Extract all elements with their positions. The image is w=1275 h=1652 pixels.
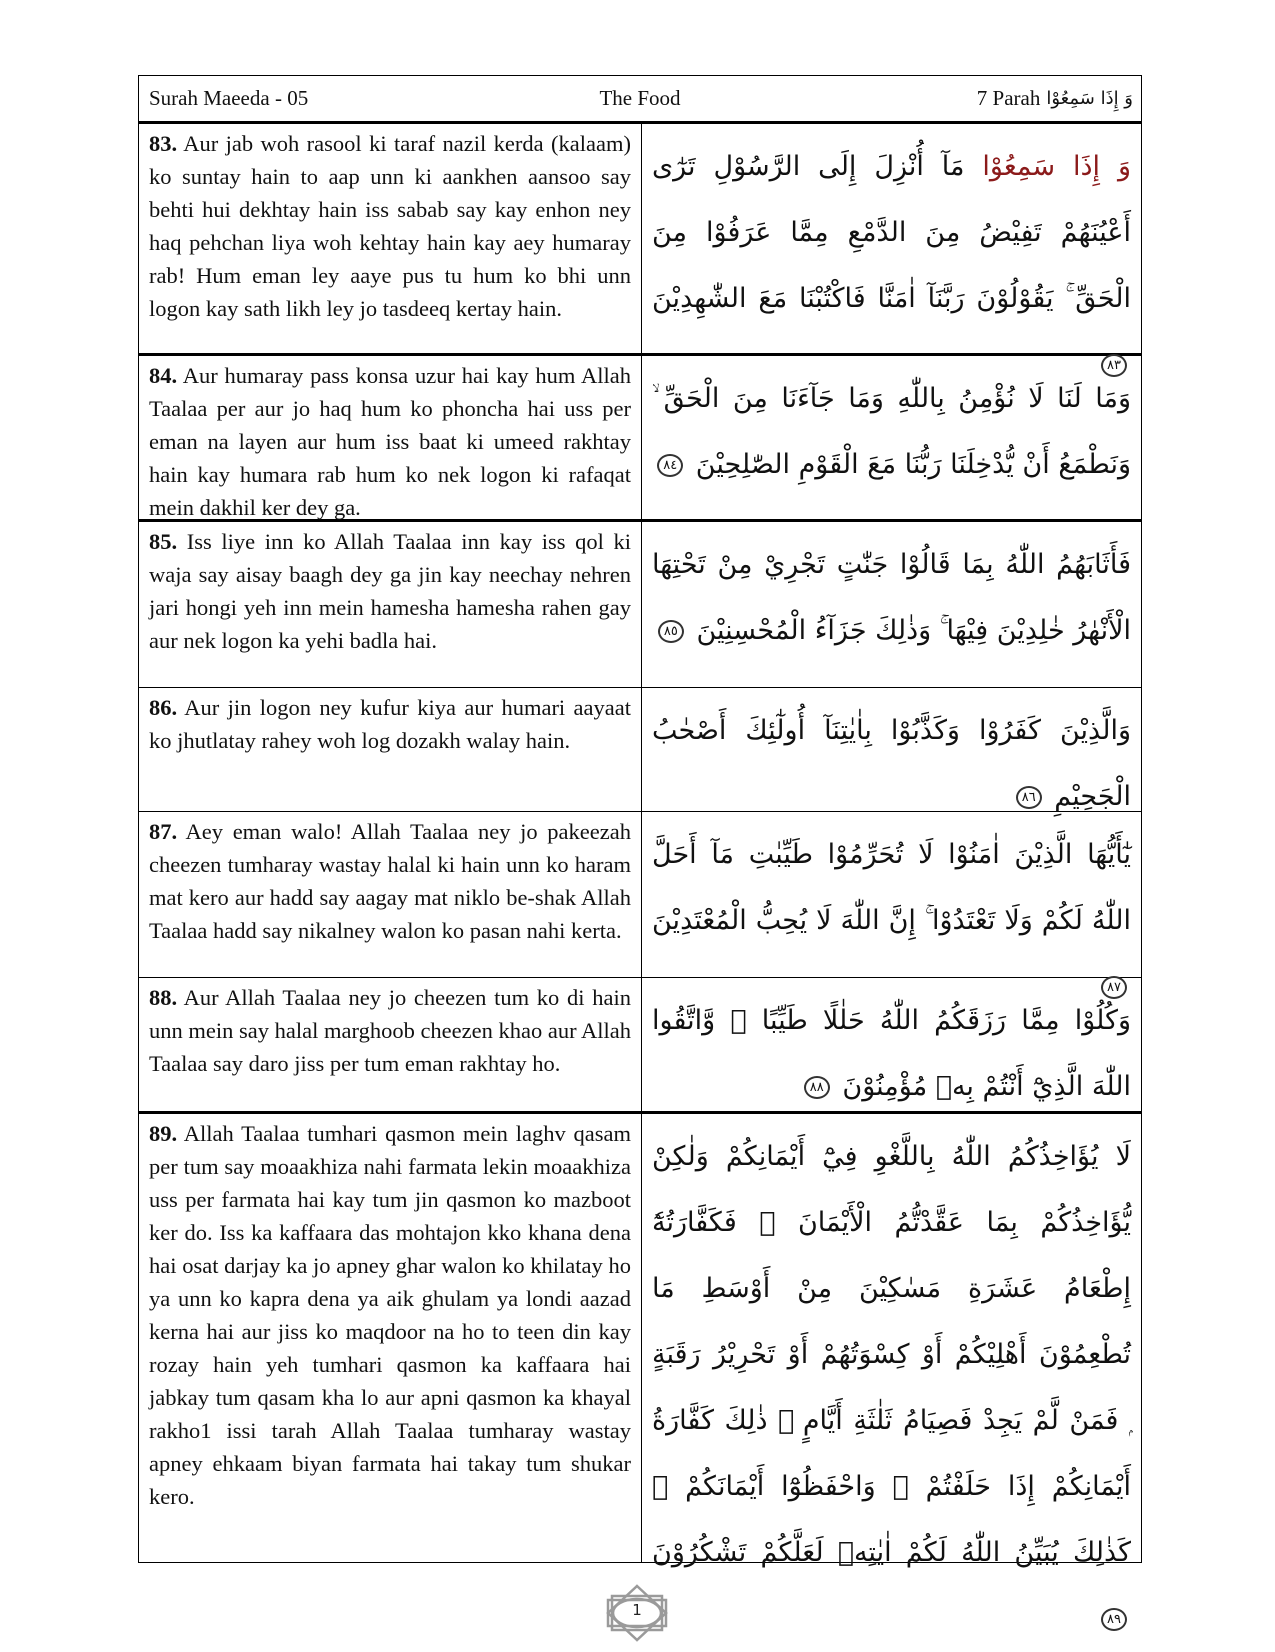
arabic-highlight: وَ إِذَا سَمِعُوْا [982, 151, 1131, 182]
verse-number: 84. [149, 363, 178, 388]
verse-number: 86. [149, 695, 178, 720]
page-number: 1 [632, 1601, 642, 1619]
verse-row-87 [139, 812, 1141, 995]
arabic-cell [642, 522, 1141, 687]
translation-text: Allah Taalaa tumhari qasmon mein laghv qasam per tum say moaakhiza nahi farmata lekin moaakhiza uss per farmata hai kay tum jin qasmon ko mazboot ker do. Iss ka kaffaara das mohtajon kko khana dena hai osat darjay ka jo apney ghar walon ko khilatay ho ya unn ko kapra dena ya aik ghulam ya londi aazad kerna hai aur jiss ko maqdoor na ho to teen din kay rozay hain yeh tumhari qasmon ka kaffaara hai jabkay tum qasam kha lo aur apni qasmon ka khayal rakho1 issi tarah Allah Taalaa tumharay wastay apney ehkaam biyan farmata hai takay tum shukar kero. [149, 1121, 631, 1509]
verse-number: 88. [149, 985, 178, 1010]
translation-text: Aur Allah Taalaa ney jo cheezen tum ko di hain unn mein say halal marghoob cheezen khao aur Allah Taalaa say daro jiss per tum eman rakhtay ho. [149, 985, 631, 1076]
translation-text: Aur humaray pass konsa uzur hai kay hum Allah Taalaa per aur jo haq hum ko phoncha hai uss per eman na layen aur hum iss baat ki umeed rakhtay hain kay humara rab hum ko nek logon ki rafaqat mein dakhil ker dey ga. [149, 363, 631, 520]
verse-row-85 [139, 522, 1141, 688]
parah-label-group [977, 86, 1133, 111]
arabic-text: فَأَثَابَهُمُ اللّٰهُ بِمَا قَالُوْا جَنّٰتٍ تَجْرِيْ مِنْ تَحْتِهَا الْأَنْهٰرُ خٰلِدِيْنَ فِيْهَا ۚ وَذٰلِكَ جَزَآءُ الْمُحْسِنِيْنَ [652, 549, 1131, 646]
surah-label: Surah Maeeda - 05 [149, 86, 309, 110]
verse-number: 89. [149, 1121, 178, 1146]
parah-arabic-name: وَ إِذَا سَمِعُوْا [1046, 88, 1133, 109]
translation-text: Aur jin logon ney kufur kiya aur humari aayaat ko jhutlatay rahey woh log dozakh walay hain. [149, 695, 631, 753]
translation-cell [139, 124, 642, 353]
translation-cell [139, 688, 642, 811]
ayah-end-marker-icon: ٨٦ [1016, 786, 1042, 809]
arabic-text: وَكُلُوْا مِمَّا رَزَقَكُمُ اللّٰهُ حَلٰلًا طَيِّبًا ۪ وَّاتَّقُوا اللّٰهَ الَّذِيْٓ أَنْتُمْ بِهٖ مُؤْمِنُوْنَ [652, 1005, 1131, 1102]
ayah-end-marker-icon: ٨٧ [1101, 976, 1127, 999]
translation-cell [139, 812, 642, 977]
arabic-text: وَالَّذِيْنَ كَفَرُوْا وَكَذَّبُوْا بِاٰيٰتِنَآ أُولٰٓئِكَ أَصْحٰبُ الْجَحِيْمِ [652, 715, 1131, 812]
arabic-cell [642, 356, 1141, 519]
arabic-cell [642, 124, 1141, 373]
ayah-end-marker-icon: ٨٨ [804, 1076, 830, 1099]
arabic-text: وَمَا لَنَا لَا نُؤْمِنُ بِاللّٰهِ وَمَا جَآءَنَا مِنَ الْحَقِّ ۙ وَنَطْمَعُ أَنْ يُّدْخِلَنَا رَبُّنَا مَعَ الْقَوْمِ الصّٰلِحِيْنَ [652, 383, 1131, 480]
verse-row-88 [139, 978, 1141, 1114]
translation-cell [139, 1114, 642, 1562]
page-header [139, 76, 1141, 124]
ayah-end-marker-icon: ٨٣ [1101, 354, 1127, 377]
translation-cell [139, 522, 642, 687]
arabic-text: يٰٓأَيُّهَا الَّذِيْنَ اٰمَنُوْا لَا تُحَرِّمُوْا طَيِّبٰتِ مَآ أَحَلَّ اللّٰهُ لَكُمْ وَلَا تَعْتَدُوْا ۚ إِنَّ اللّٰهَ لَا يُحِبُّ الْمُعْتَدِيْنَ [652, 839, 1131, 936]
ayah-end-marker-icon: ٨٩ [1101, 1608, 1127, 1631]
ayah-end-marker-icon: ٨٤ [657, 454, 683, 477]
translation-text: Iss liye inn ko Allah Taalaa inn kay iss qol ki waja say aisay baagh dey ga jin kay neechay nehren jari hongi yeh inn mein hamesha hamesha rahen gay aur nek logon ka yehi badla hai. [149, 529, 632, 653]
arabic-text: لَا يُؤَاخِذُكُمُ اللّٰهُ بِاللَّغْوِ فِيْٓ أَيْمَانِكُمْ وَلٰكِنْ يُّؤَاخِذُكُمْ بِمَا عَقَّدْتُّمُ الْأَيْمَانَ ۚ فَكَفَّارَتُهٗٓ إِطْعَامُ عَشَرَةِ مَسٰكِيْنَ مِنْ أَوْسَطِ مَا تُطْعِمُوْنَ أَهْلِيْكُمْ أَوْ كِسْوَتُهُمْ أَوْ تَحْرِيْرُ رَقَبَةٍ ۭ فَمَنْ لَّمْ يَجِدْ فَصِيَامُ ثَلٰثَةِ أَيَّامٍ ۭ ذٰلِكَ كَفَّارَةُ أَيْمَانِكُمْ إِذَا حَلَفْتُمْ ۭ وَاحْفَظُوْٓا أَيْمَانَكُمْ ۭ كَذٰلِكَ يُبَيِّنُ اللّٰهُ لَكُمْ اٰيٰتِهٖ لَعَلَّكُمْ تَشْكُرُوْنَ [652, 1141, 1131, 1568]
page-number-emblem [604, 1584, 670, 1642]
arabic-text: مَآ أُنْزِلَ إِلَى الرَّسُوْلِ تَرٰٓى أَعْيُنَهُمْ تَفِيْضُ مِنَ الدَّمْعِ مِمَّا عَرَفُوْا مِنَ الْحَقِّ ۚ يَقُوْلُوْنَ رَبَّنَآ اٰمَنَّا فَاكْتُبْنَا مَعَ الشّٰهِدِيْنَ [652, 151, 1131, 314]
verse-row-86 [139, 688, 1141, 812]
verse-number: 85. [149, 529, 178, 554]
arabic-cell [642, 688, 1141, 811]
translation-cell [139, 356, 642, 519]
verse-table [138, 75, 1142, 1627]
arabic-cell [642, 978, 1141, 1111]
verse-row-89 [139, 1114, 1141, 1627]
surah-title: The Food [599, 86, 681, 110]
arabic-cell [642, 1114, 1141, 1627]
verse-number: 87. [149, 819, 178, 844]
translation-cell [139, 978, 642, 1111]
translation-text: Aey eman walo! Allah Taalaa ney jo pakeezah cheezen tumharay wastay halal ki hain unn ko haram mat kero aur hadd say aagay mat niklo be-shak Allah Taalaa hadd say nikalney walon ko pasan nahi kerta. [149, 819, 631, 943]
ayah-end-marker-icon: ٨٥ [658, 620, 684, 643]
parah-label: 7 Parah [976, 86, 1041, 110]
verse-row-84 [139, 356, 1141, 522]
translation-text: Aur jab woh rasool ki taraf nazil kerda (kalaam) ko suntay hain to aap unn ki aankhen aansoo say behti hui dekhtay hain iss sabab say kay enhon ney haq pehchan liya woh kehtay hain kay aey humaray rab! Hum eman ley aaye pus tu hum ko bhi unn logon kay sath likh ley jo tasdeeq kertay hain. [149, 131, 631, 321]
verse-number: 83. [149, 131, 178, 156]
arabic-cell [642, 812, 1141, 995]
verse-row-83 [139, 124, 1141, 373]
